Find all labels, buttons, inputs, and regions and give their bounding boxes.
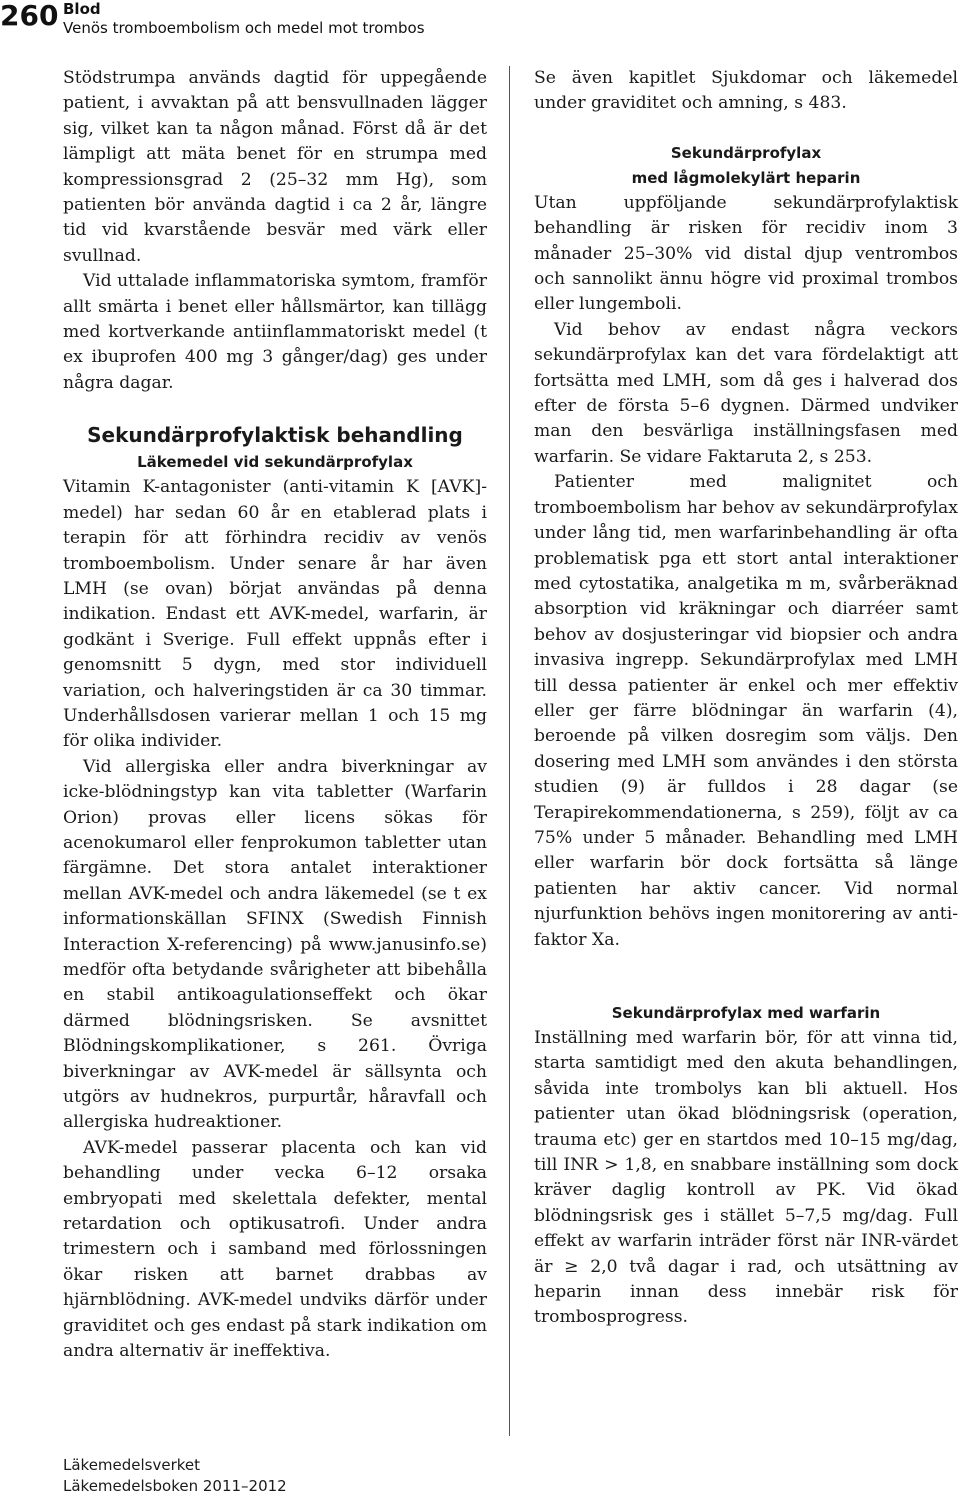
paragraph: AVK-medel passerar placenta och kan vid behandling under vecka 6–12 orsaka embryopati med skelettala defekter, mental retardation och optikusatrofi. Under andra trimestern och i samband med förlossningen ökar risken att barnet drabbas av hjärnblödning. AVK-medel undviks därför under graviditet och ges endast på stark indikation om andra alternativ är ineffektiva. <box>63 1137 487 1362</box>
paragraph: Vid behov av endast några veckors sekundärprofylax kan det vara fördelaktigt att fortsätta med LMH, som då ges i halverad dos efter de första 5–6 dygnen. Därmed undviker man den besvärliga inställningsfasen med warfarin. Se vidare Faktaruta 2, s 253. <box>534 319 958 467</box>
paragraph: Vid uttalade inflammatoriska symtom, framför allt smärta i benet eller hållsmärtor, kan tillägg med kortverkande antiinflammatoriskt medel (t ex ibuprofen 400 mg 3 gånger/dag) ges under några dagar. <box>63 271 487 393</box>
chapter-title: Blod <box>63 0 101 18</box>
left-column <box>63 66 487 1365</box>
subsection-heading: Läkemedel vid sekundärprofylax <box>137 453 413 472</box>
heading-line: med lågmolekylärt heparin <box>631 168 861 187</box>
subsection-heading: Sekundärprofylax med warfarin <box>611 1004 881 1022</box>
paragraph: Stödstrumpa används dagtid för uppegående patient, i avvaktan på att bensvullnaden lägger sig, vilket kan ta någon månad. Först då är det lämpligt att mäta benet för en strumpa med kompressionsgrad 2 (25–32 mm Hg), som patienten bör använda dagtid i ca 2 år, längre tid vid kvarstående besvär med värk eller svullnad. <box>63 68 487 266</box>
heading-line: Sekundärprofylax <box>670 143 822 162</box>
publication-title: Läkemedelsboken 2011–2012 <box>63 1477 287 1495</box>
page-header <box>0 0 960 60</box>
subsection-heading <box>534 141 958 191</box>
paragraph: Utan uppföljande sekundärprofylaktisk behandling är risken för recidiv inom 3 månader 25–30% vid distal djup ventrombos och sannolikt ännu högre vid proximal trombos eller lungemboli. <box>534 192 958 315</box>
publisher-name: Läkemedelsverket <box>63 1456 201 1474</box>
page-footer <box>63 1455 287 1497</box>
paragraph: Patienter med malignitet och tromboembolism har behov av sekundärprofylax under lång tid, men warfarinbehandling är ofta problematisk pga ett stort antal interaktioner med cytostatika, analgetika m m, svårberäknad absorption vid kräkningar och diarréer samt behov av dosjusteringar vid biopsier och andra invasiva ingrepp. Sekundärprofylax med LMH till dessa patienter är enkel och mer effektiv eller ger färre blödningar än warfarin (4), beroende på vilken dosregim som väljs. Den dosering med LMH som användes i den största studien (9) är fulldos i 28 dagar (se Terapirekommendationerna, s 259), följt av ca 75% under 5 månader. Behandling med LMH eller warfarin bör dock fortsätta så länge patienten har aktiv cancer. Vid normal njurfunktion behövs ingen monitorering av anti-faktor Xa. <box>534 472 958 950</box>
paragraph: Se även kapitlet Sjukdomar och läkemedel under graviditet och amning, s 483. <box>534 68 958 114</box>
right-column <box>534 66 958 1331</box>
section-heading: Sekundärprofylaktisk behandling <box>87 423 463 448</box>
paragraph: Inställning med warfarin bör, för att vinna tid, starta samtidigt med den akuta behandlingen, såvida inte trombolys kan bli aktuell. Hos patienter utan ökad blödningsrisk (operation, trauma etc) ger en startdos med 10–15 mg/dag, till INR > 1,8, en snabbare inställning som dock kräver daglig kontroll av PK. Vid ökad blödningsrisk ges i stället 5–7,5 mg/dag. Full effekt av warfarin inträder först när INR-värdet är ≥ 2,0 två dagar i rad, och utsättning av heparin innan dess innebär risk för trombosprogress. <box>534 1028 958 1328</box>
chapter-subtitle: Venös tromboembolism och medel mot trombos <box>63 19 425 37</box>
paragraph: Vid allergiska eller andra biverkningar av icke-blödningstyp kan vita tabletter (Warfarin Orion) provas eller licens sökas för acenokumarol eller fenprokumon tabletter utan färgämne. Det stora antalet interaktioner mellan AVK-medel och andra läkemedel (se t ex informationskällan SFINX (Swedish Finnish Interaction X-referencing) på www.janusinfo.se) medför ofta betydande svårigheter att bibehålla en stabil antikoagulationseffekt och ökar därmed blödningsrisken. Se avsnittet Blödningskomplikationer, s 261. Övriga biverkningar av AVK-medel är sällsynta och utgörs av hudnekros, purpurtår, håravfall och allergiska hudreaktioner. <box>63 756 487 1133</box>
paragraph: Vitamin K-antagonister (anti-vitamin K [AVK]-medel) har sedan 60 år en etablerad plats i terapin för att förhindra recidiv av venös tromboembolism. Under senare år har även LMH (se ovan) börjat användas på denna indikation. Endast ett AVK-medel, warfarin, är godkänt i Sverige. Full effekt uppnås efter i genomsnitt 5 dygn, med stor individuell variation, och halveringstiden är ca 30 timmar. Underhållsdosen varierar mellan 1 och 15 mg för olika individer. <box>63 477 487 752</box>
page-number: 260 <box>0 0 59 32</box>
column-divider <box>509 66 510 1436</box>
